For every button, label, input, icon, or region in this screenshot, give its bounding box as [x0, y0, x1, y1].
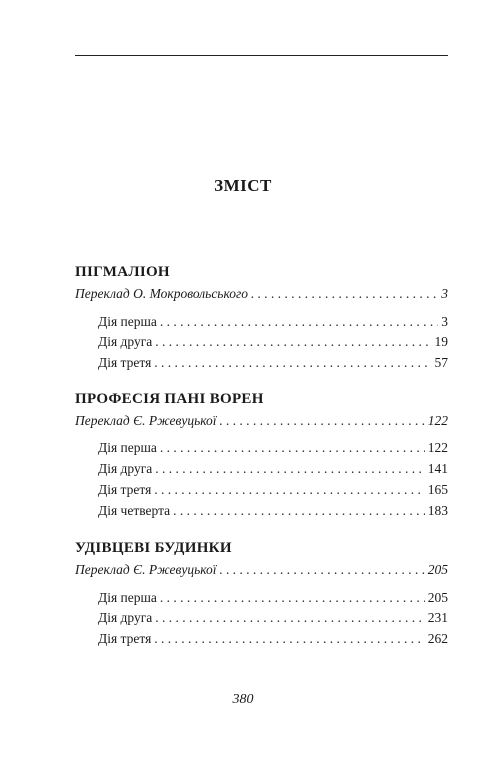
entry-label: Дія друга [98, 334, 153, 349]
toc-entry-act[interactable] [98, 482, 448, 498]
toc-entry-translator[interactable] [75, 413, 448, 429]
toc-entry-translator[interactable] [75, 562, 448, 578]
entry-label: Дія друга [98, 461, 153, 476]
entry-label: Дія четверта [98, 503, 171, 518]
page-number: 380 [232, 692, 254, 707]
entry-label: Дія друга [98, 610, 153, 625]
section-title-mrs-warren: ПРОФЕСІЯ ПАНІ ВОРЕН [75, 391, 264, 407]
leader-dots [160, 314, 438, 330]
entry-page: 3 [441, 286, 448, 301]
entry-page: 3 [441, 314, 448, 329]
entry-page: 231 [427, 610, 448, 625]
leader-dots [220, 413, 425, 429]
entry-label: Дія третя [98, 631, 152, 646]
toc-entry-act[interactable] [98, 610, 448, 626]
entry-label: Переклад О. Мокровольського [75, 286, 249, 301]
leader-dots [160, 440, 425, 456]
leader-dots [154, 631, 424, 647]
section-title-pygmalion: ПІГМАЛІОН [75, 264, 170, 280]
entry-label: Дія перша [98, 314, 157, 329]
entry-page: 165 [427, 482, 448, 497]
entry-page: 19 [434, 334, 448, 349]
toc-entry-act[interactable] [98, 314, 448, 330]
leader-dots [155, 334, 431, 350]
entry-label: Дія третя [98, 355, 152, 370]
toc-entry-act[interactable] [98, 461, 448, 477]
entry-page: 122 [427, 440, 448, 455]
entry-label: Дія третя [98, 482, 152, 497]
toc-entry-act[interactable] [98, 503, 448, 519]
entry-label: Дія перша [98, 440, 157, 455]
leader-dots [160, 590, 425, 606]
leader-dots [155, 610, 424, 626]
entry-page: 141 [427, 461, 448, 476]
toc-entry-act[interactable] [98, 334, 448, 350]
toc-heading: ЗМІСТ [214, 176, 272, 195]
leader-dots [173, 503, 425, 519]
leader-dots [251, 286, 438, 302]
entry-page: 122 [427, 413, 448, 428]
leader-dots [154, 482, 424, 498]
toc-entry-act[interactable] [98, 590, 448, 606]
entry-label: Переклад Є. Ржевуцької [75, 413, 217, 428]
toc-entry-translator[interactable] [75, 286, 448, 302]
entry-page: 205 [427, 590, 448, 605]
leader-dots [220, 562, 425, 578]
entry-label: Дія перша [98, 590, 157, 605]
toc-entry-act[interactable] [98, 631, 448, 647]
toc-entry-act[interactable] [98, 440, 448, 456]
leader-dots [154, 355, 431, 371]
top-rule [75, 55, 448, 56]
entry-page: 57 [434, 355, 448, 370]
leader-dots [155, 461, 424, 477]
entry-page: 205 [427, 562, 448, 577]
entry-page: 262 [427, 631, 448, 646]
section-title-widowers-houses: УДІВЦЕВІ БУДИНКИ [75, 540, 232, 556]
entry-label: Переклад Є. Ржевуцької [75, 562, 217, 577]
entry-page: 183 [427, 503, 448, 518]
toc-entry-act[interactable] [98, 355, 448, 371]
